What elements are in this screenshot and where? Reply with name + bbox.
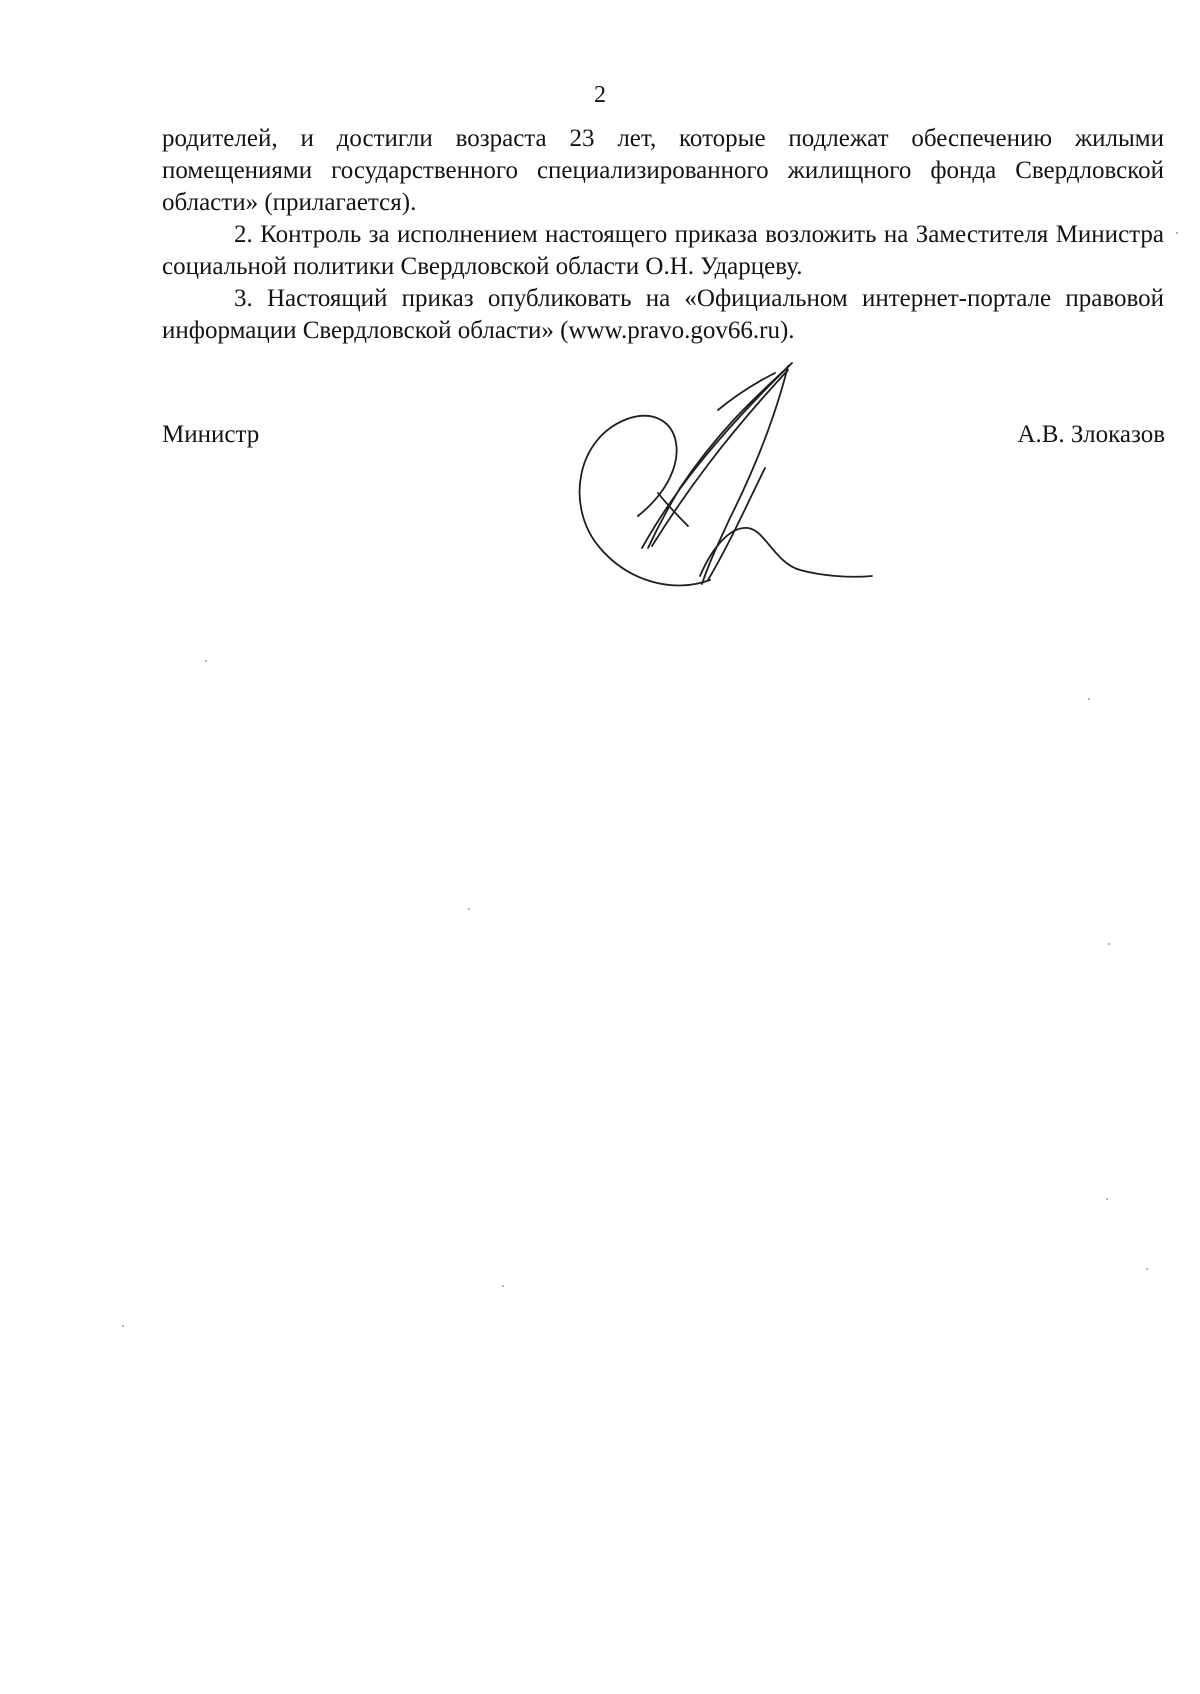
scan-speck <box>1176 232 1178 234</box>
scan-speck <box>1108 943 1110 945</box>
scan-speck <box>468 908 470 910</box>
scan-speck <box>205 660 207 662</box>
scan-speck <box>1146 1268 1148 1270</box>
paragraph-continuation: родителей, и достигли возраста 23 лет, которые подлежат обеспечению жилыми помещениями государственного специализированного жилищного фонда Свердловской области» (прилагается). <box>162 125 1164 216</box>
signatory-title: Министр <box>162 421 260 448</box>
document-body <box>162 123 1164 347</box>
paragraph-2-control: 2. Контроль за исполнением настоящего приказа возложить на Заместителя Министра социальной политики Свердловской области О.Н. Ударцеву. <box>162 221 1164 280</box>
paragraph-3-publish: 3. Настоящий приказ опубликовать на «Официальном интернет-портале правовой информации Свердловской области» (www.pravo.gov66.ru). <box>162 285 1164 344</box>
scan-speck <box>1088 698 1090 700</box>
scan-speck <box>1106 1198 1108 1200</box>
handwritten-signature <box>560 348 900 608</box>
page-number: 2 <box>594 82 606 108</box>
scan-speck <box>122 1325 124 1327</box>
signatory-name: А.В. Злоказов <box>1017 421 1165 448</box>
scan-speck <box>502 1285 504 1287</box>
